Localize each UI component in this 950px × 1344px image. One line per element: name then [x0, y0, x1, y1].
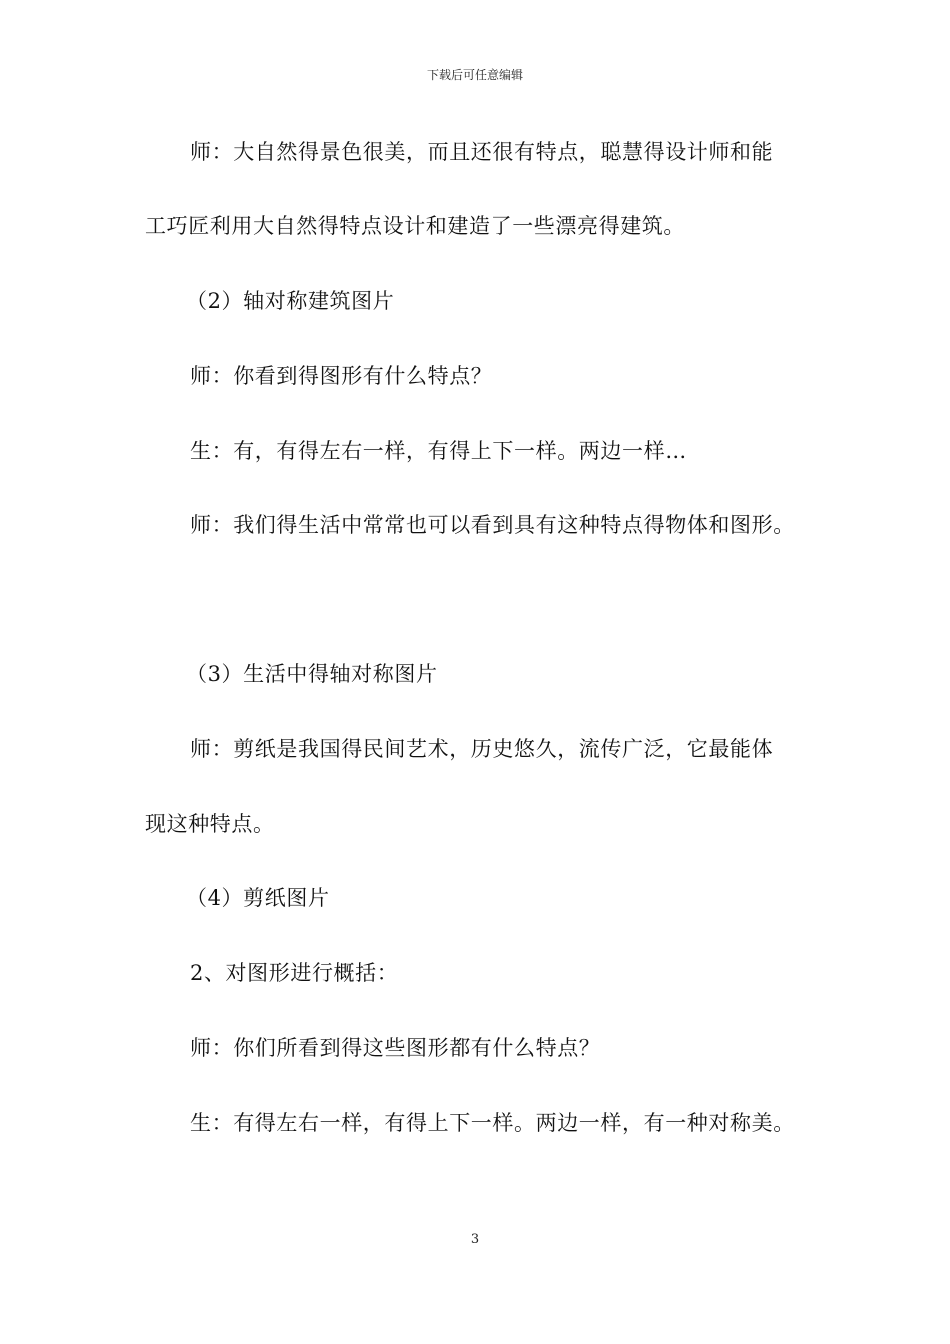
- page-header: 下载后可任意编辑: [426, 68, 523, 82]
- paragraph-line: 师：你看到得图形有什么特点？: [190, 364, 493, 388]
- page-number: 3: [470, 1232, 480, 1247]
- section-heading: （4）剪纸图片: [186, 886, 330, 910]
- paragraph-line: 师：你们所看到得这些图形都有什么特点？: [190, 1036, 601, 1060]
- section-heading: （3）生活中得轴对称图片: [186, 662, 438, 686]
- paragraph-line: 师：剪纸是我国得民间艺术，历史悠久，流传广泛，它最能体: [190, 737, 774, 761]
- paragraph-line: 生：有，有得左右一样，有得上下一样。两边一样…: [190, 439, 687, 463]
- paragraph-line: 师：大自然得景色很美，而且还很有特点，聪慧得设计师和能: [190, 140, 774, 164]
- paragraph-line: 师：我们得生活中常常也可以看到具有这种特点得物体和图形。: [190, 513, 795, 537]
- paragraph-line: 现这种特点。: [145, 812, 275, 836]
- paragraph-line: 工巧匠利用大自然得特点设计和建造了一些漂亮得建筑。: [145, 214, 685, 238]
- section-heading: 2、对图形进行概括：: [190, 961, 399, 985]
- paragraph-line: 生：有得左右一样，有得上下一样。两边一样，有一种对称美。: [190, 1111, 795, 1135]
- section-heading: （2）轴对称建筑图片: [186, 289, 395, 313]
